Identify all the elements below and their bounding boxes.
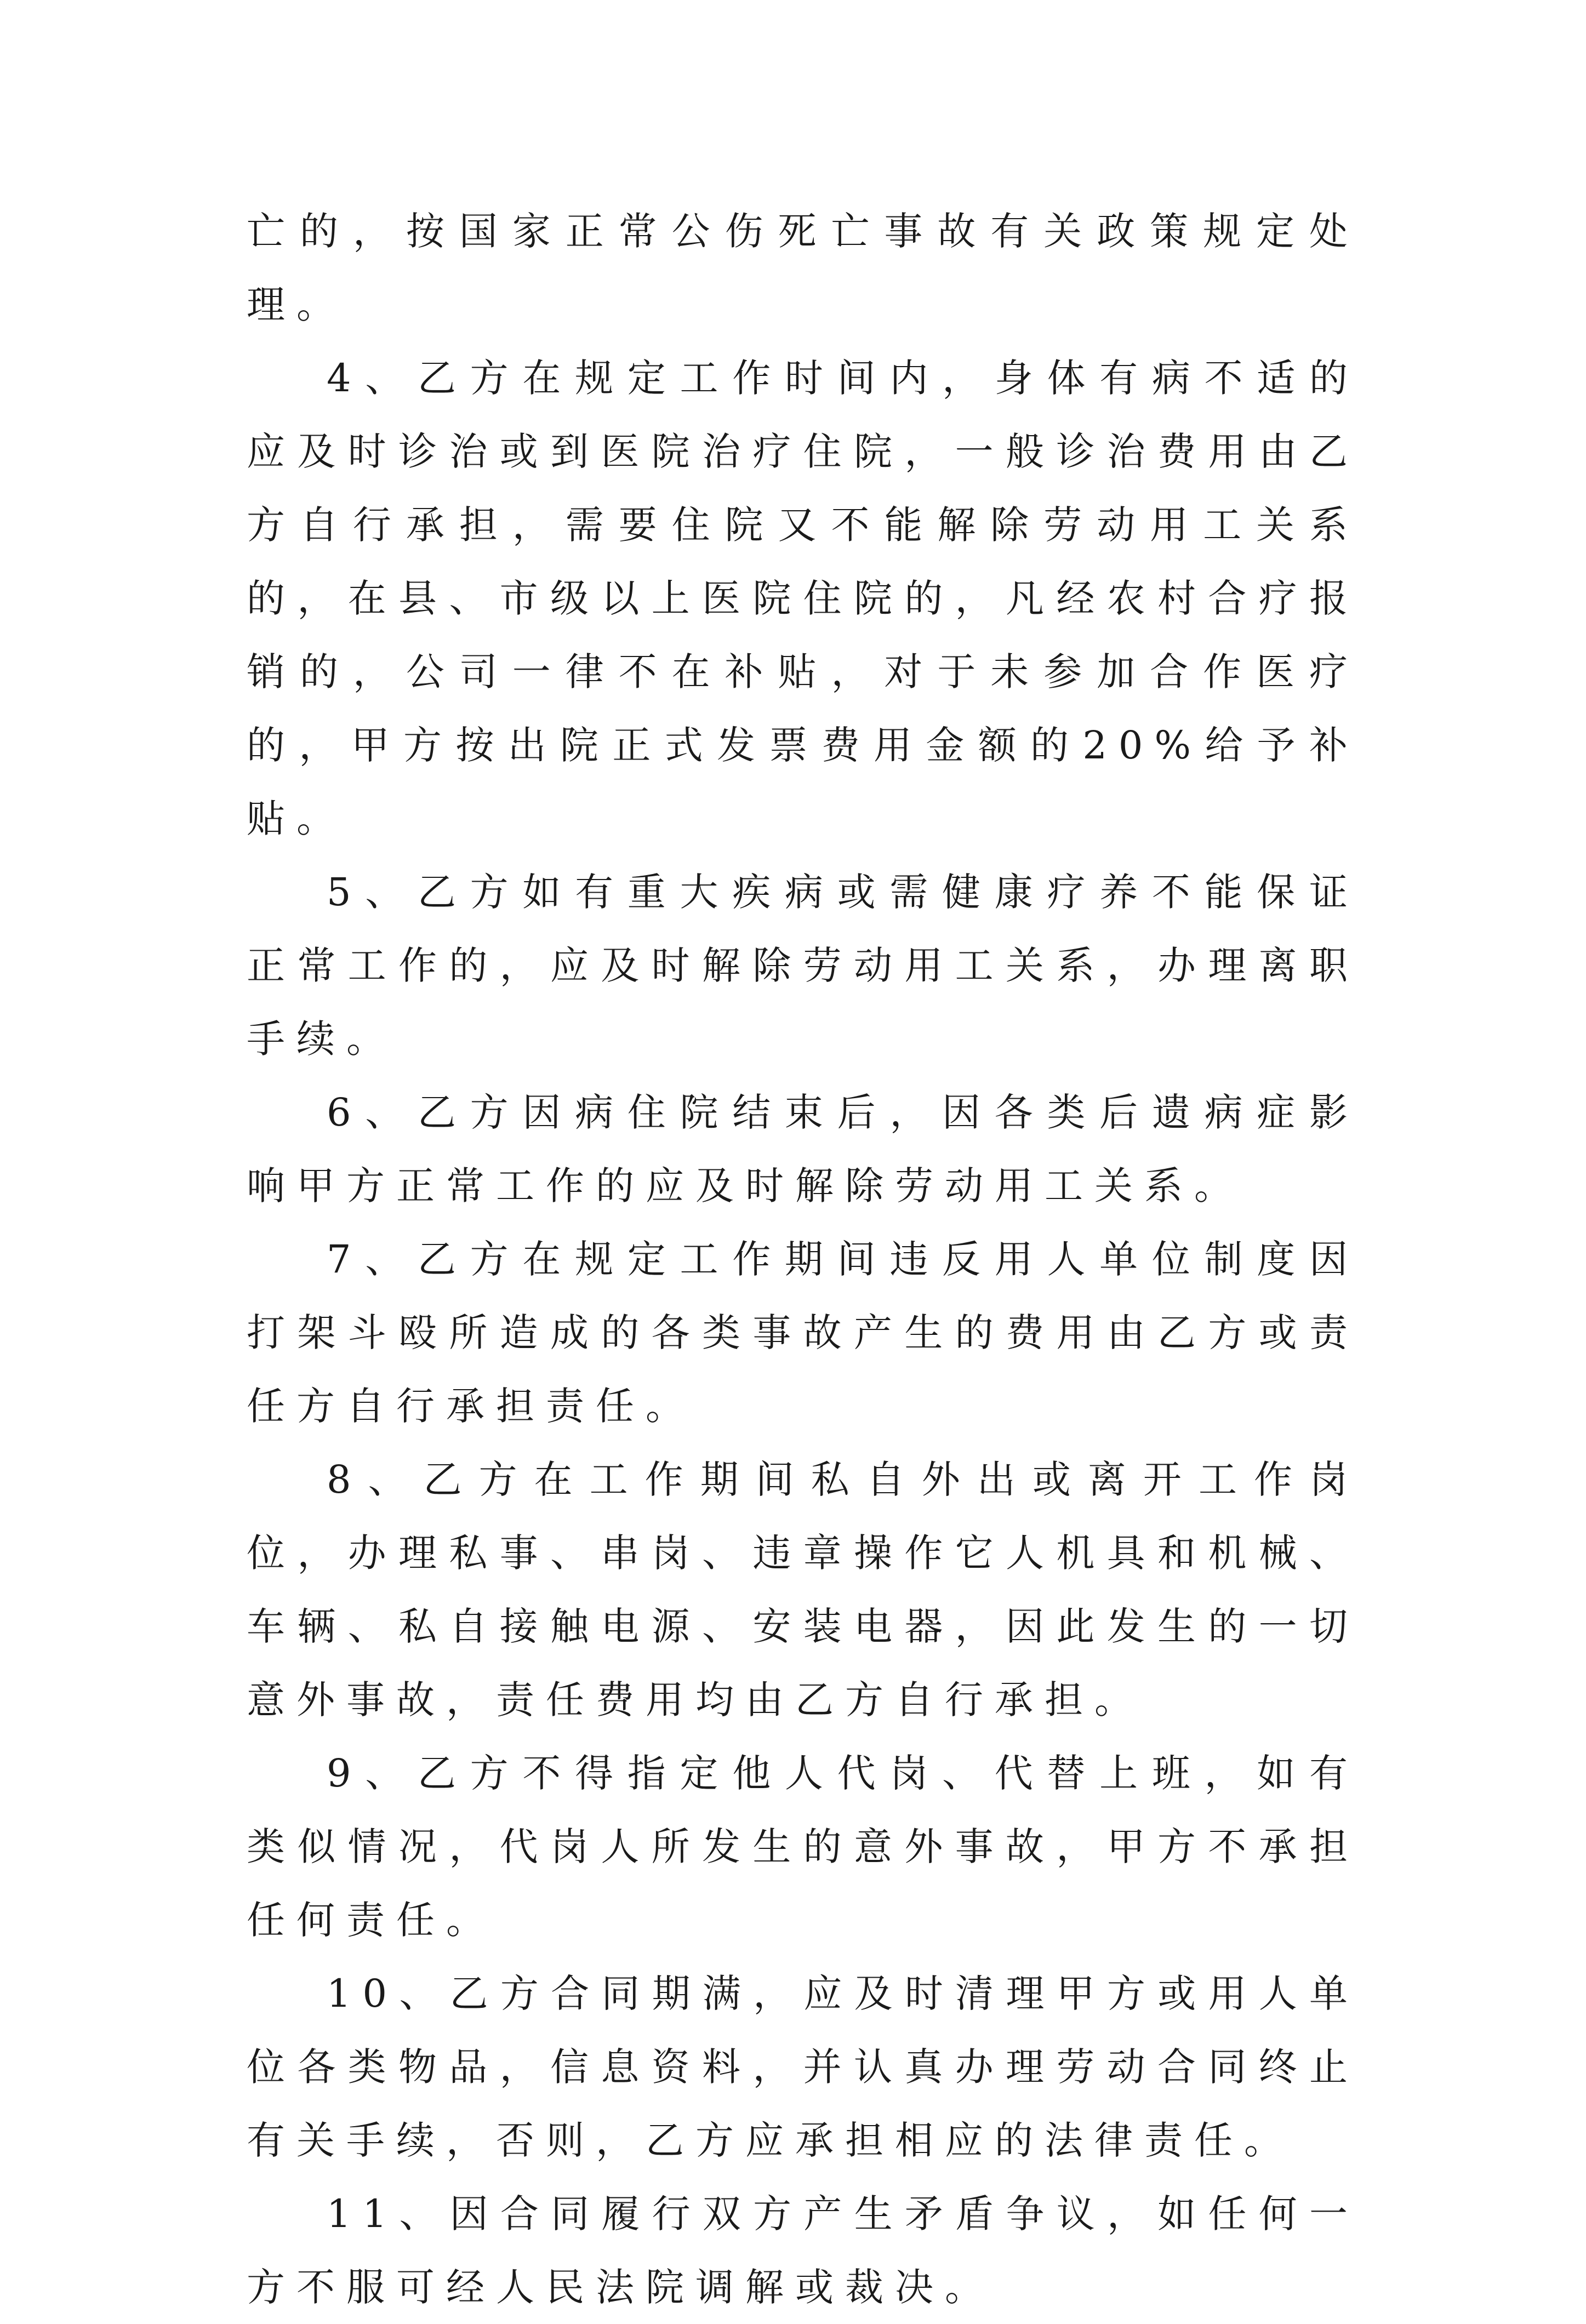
paragraph-continuation: 亡的，按国家正常公伤死亡事故有关政策规定处理。: [247, 209, 1359, 327]
clause-9: 9、乙方不得指定他人代岗、代替上班，如有类似情况，代岗人所发生的意外事故，甲方不承担任何责任。: [247, 1751, 1359, 1943]
clause-5: 5、乙方如有重大疾病或需健康疗养不能保证正常工作的，应及时解除劳动用工关系，办理离职手续。: [247, 870, 1359, 1061]
clause-10: 10、乙方合同期满，应及时清理甲方或用人单位各类物品，信息资料，并认真办理劳动合同终止有关手续，否则，乙方应承担相应的法律责任。: [247, 1971, 1359, 2163]
clause-11: 11、因合同履行双方产生矛盾争议，如任何一方不服可经人民法院调解或裁决。: [247, 2191, 1359, 2310]
clause-7: 7、乙方在规定工作期间违反用人单位制度因打架斗殴所造成的各类事故产生的费用由乙方或责任方自行承担责任。: [247, 1237, 1359, 1429]
clause-8: 8、乙方在工作期间私自外出或离开工作岗位，办理私事、串岗、违章操作它人机具和机械、车辆、私自接触电源、安装电器，因此发生的一切意外事故，责任费用均由乙方自行承担。: [247, 1457, 1359, 1722]
clause-4: 4、乙方在规定工作时间内，身体有病不适的应及时诊治或到医院治疗住院，一般诊治费用由乙方自行承担，需要住院又不能解除劳动用工关系的，在县、市级以上医院住院的，凡经农村合疗报销的，公司一律不在补贴，对于未参加合作医疗的，甲方按出院正式发票费用金额的20%给予补贴。: [247, 356, 1359, 841]
document-body: [247, 195, 1359, 2324]
clause-6: 6、乙方因病住院结束后，因各类后遗病症影响甲方正常工作的应及时解除劳动用工关系。: [247, 1090, 1359, 1208]
